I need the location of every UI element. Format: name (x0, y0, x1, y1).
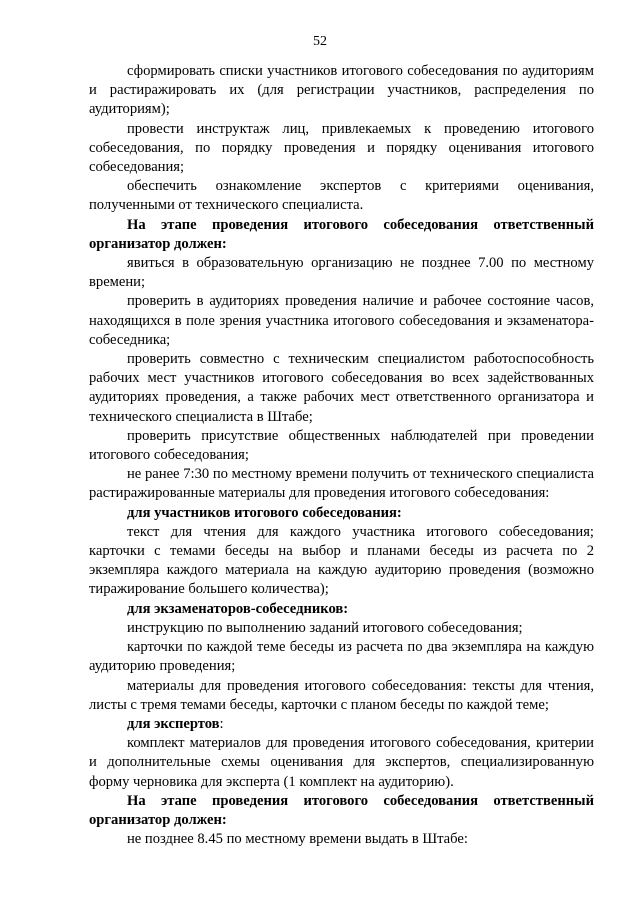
paragraph-arrive: явиться в образовательную организацию не позднее 7.00 по местному времени; (89, 255, 594, 291)
subheading-for-experts (89, 715, 594, 734)
paragraph-examiner-cards: карточки по каждой теме беседы из расчета по два экземпляра на каждую аудиторию проведения; (89, 639, 594, 675)
paragraph-receive-materials: не ранее 7:30 по местному времени получить от технического специалиста растиражированные материалы для проведения итогового собеседования: (89, 466, 594, 502)
subheading-for-experts-label: для экспертов (127, 715, 220, 732)
paragraph-check-workstations: проверить совместно с техническим специалистом работоспособность рабочих мест участников итогового собеседования во всех задействованных аудиториях проведения, а также рабочих мест ответственного организатора и технического специалиста в Штабе; (89, 351, 594, 425)
paragraph-form-lists: сформировать списки участников итогового собеседования по аудиториям и растиражировать их (для регистрации участников, распределения по аудиториям); (89, 63, 594, 118)
paragraph-check-observers: проверить присутствие общественных наблюдателей при проведении итогового собеседования; (89, 427, 594, 464)
paragraph-check-clocks: проверить в аудиториях проведения наличие и рабочее состояние часов, находящихся в поле зрения участника итогового собеседования и экзаменатора-собеседника; (89, 293, 594, 348)
page-number: 52 (313, 34, 327, 49)
document-body (89, 62, 594, 849)
paragraph-participant-materials: текст для чтения для каждого участника итогового собеседования; карточки с темами беседы на выбор и планами беседы из расчета по 2 экземпляра каждого материала на каждую аудиторию проведения (возможно тиражирование большего количества); (89, 523, 594, 598)
paragraph-briefing: провести инструктаж лиц, привлекаемых к проведению итогового собеседования, по порядку проведения и порядку оценивания итогового собеседования; (89, 120, 594, 176)
paragraph-expert-materials: комплект материалов для проведения итогового собеседования, критерии и дополнительные схемы оценивания для экспертов, специализированную форму черновика для эксперта (1 комплект на аудиторию). (89, 735, 594, 790)
paragraph-issue-in-hq: не позднее 8.45 по местному времени выдать в Штабе: (127, 831, 468, 848)
paragraph-experts-familiarization: обеспечить ознакомление экспертов с критериями оценивания, полученными от технического специалиста. (89, 178, 594, 214)
paragraph-examiner-instruction: инструкцию по выполнению заданий итогового собеседования; (127, 619, 523, 636)
section-heading-conduct-stage-2: На этапе проведения итогового собеседования ответственный организатор должен: (89, 792, 594, 828)
subheading-for-participants: для участников итогового собеседования: (127, 504, 402, 521)
subheading-for-experts-colon: : (219, 715, 224, 732)
paragraph-examiner-materials: материалы для проведения итогового собеседования: тексты для чтения, листы с тремя темами беседы, карточки с планом беседы по каждой теме; (89, 677, 594, 713)
subheading-for-examiners: для экзаменаторов-собеседников: (127, 600, 349, 617)
section-heading-conduct-stage: На этапе проведения итогового собеседования ответственный организатор должен: (89, 216, 594, 252)
